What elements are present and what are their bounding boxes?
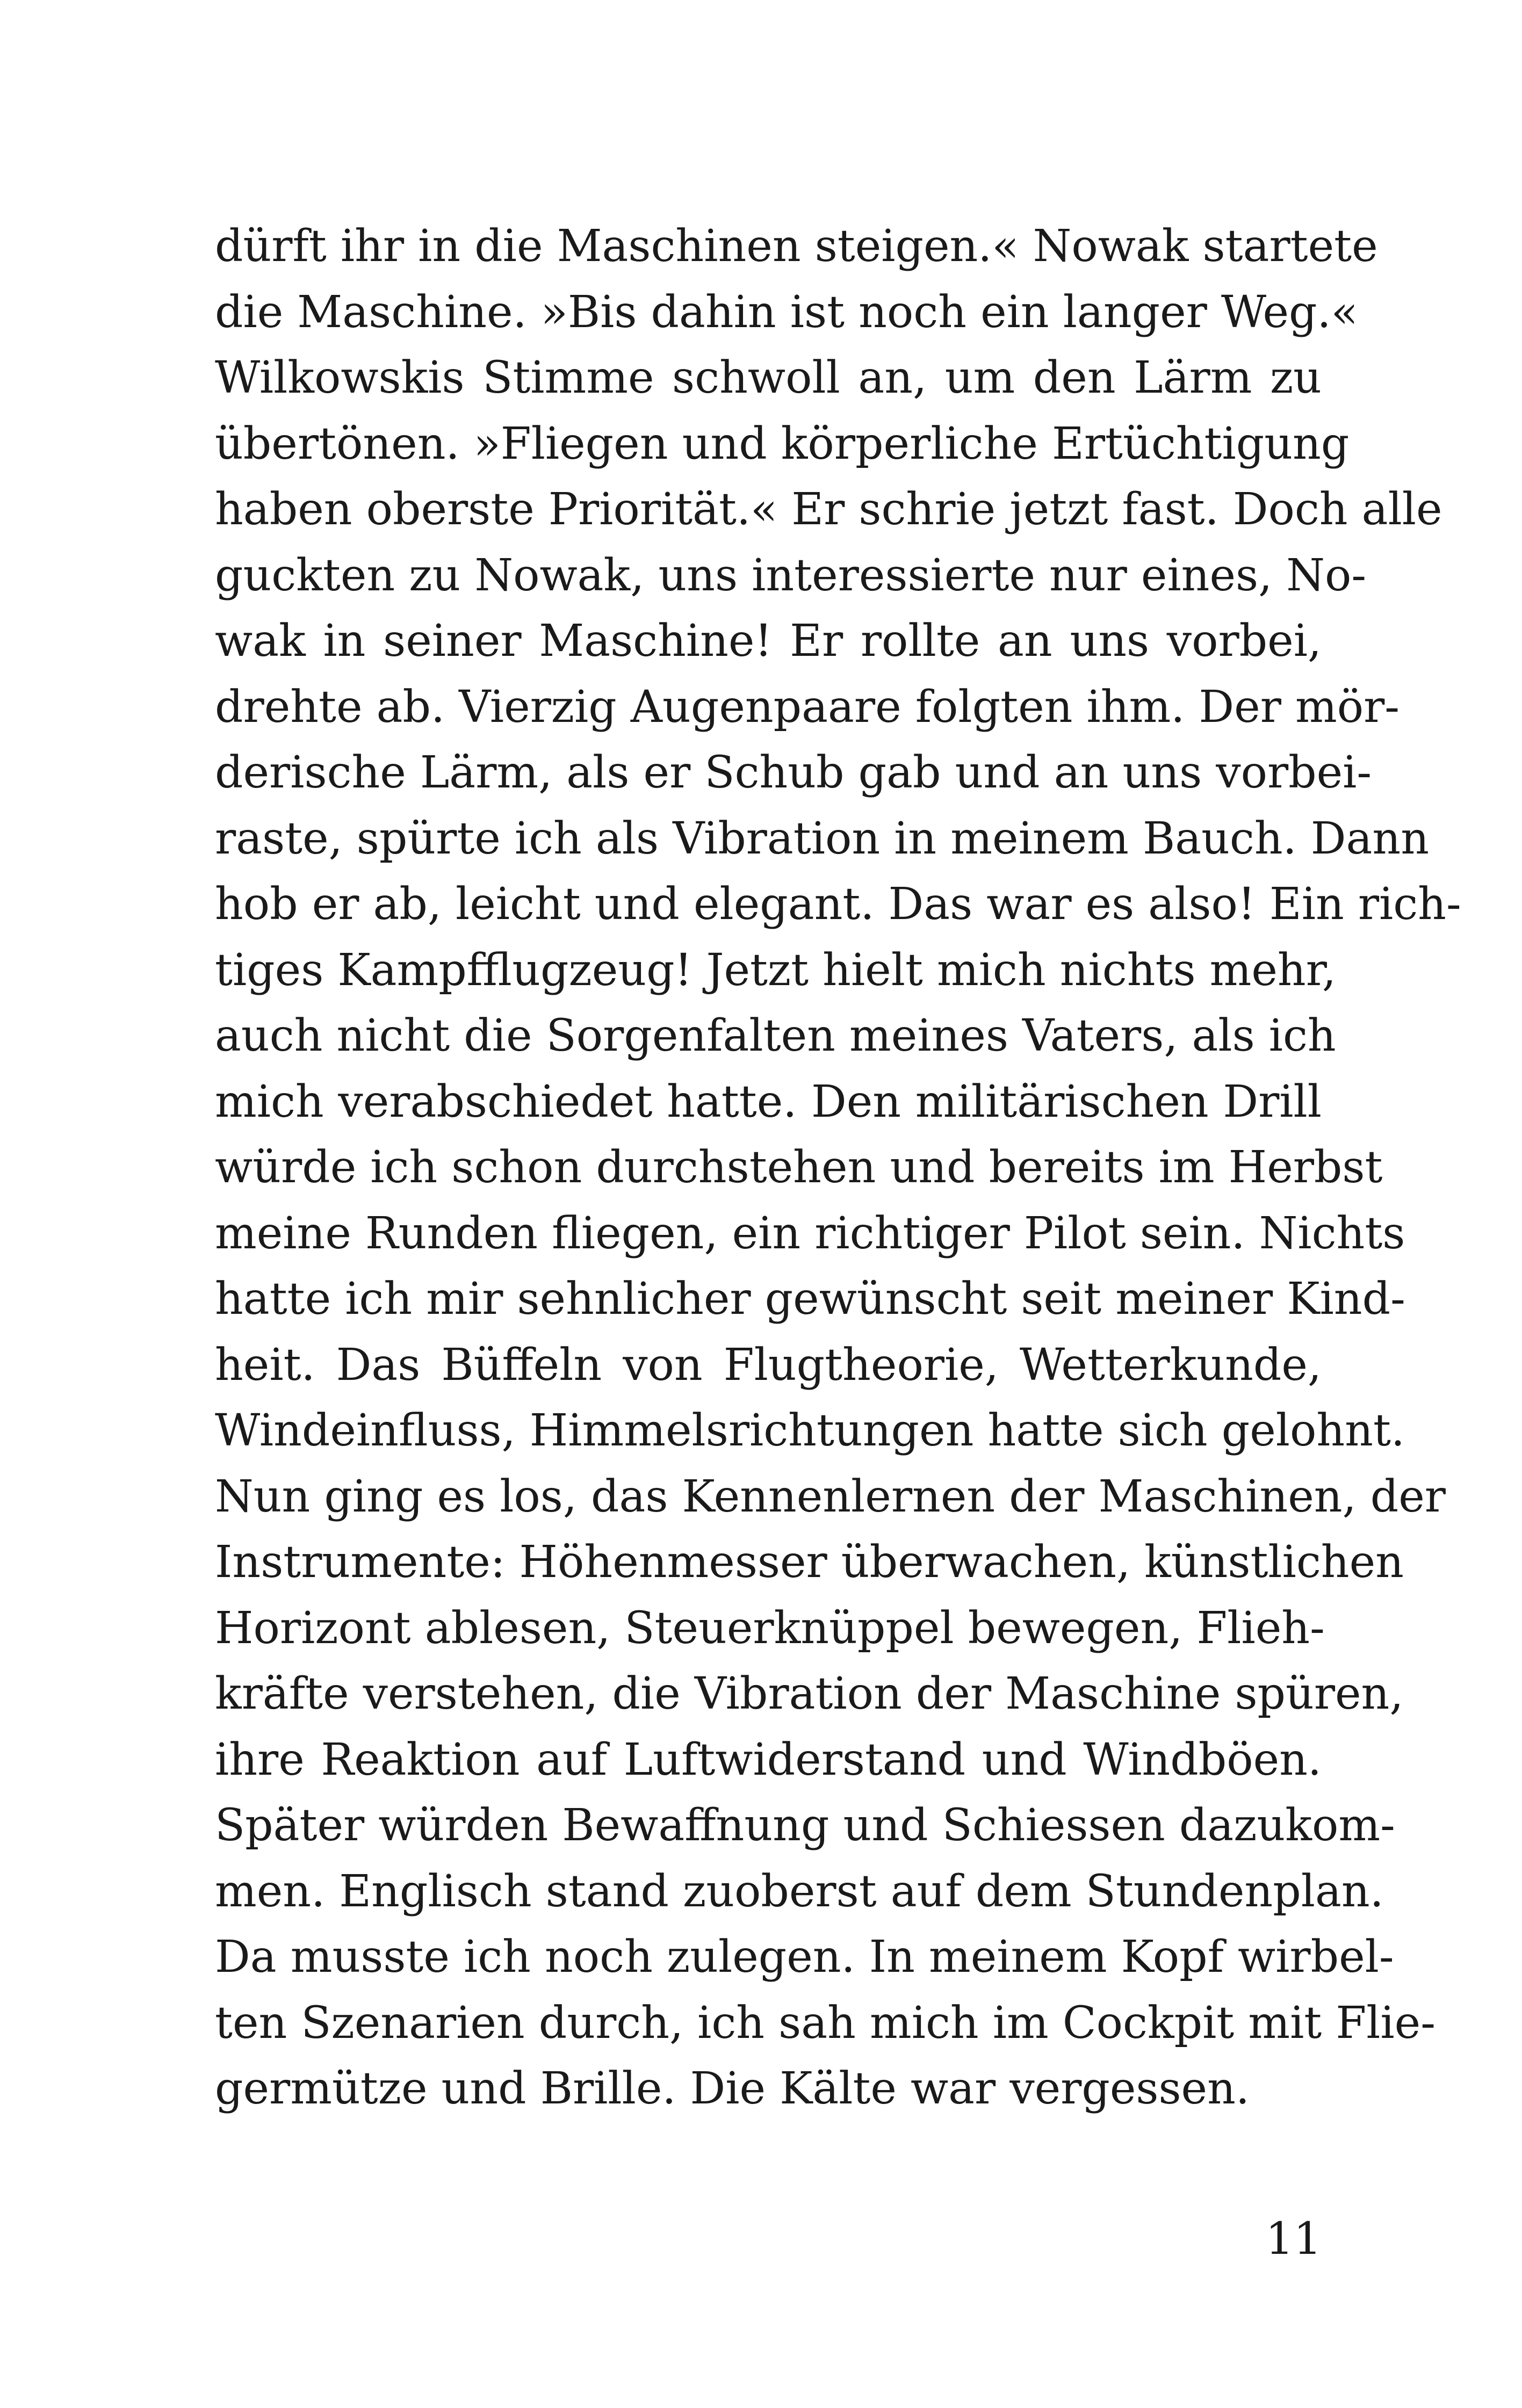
text-line: derische Lärm, als er Schub gab und an uns vorbei- — [215, 747, 1372, 798]
text-line: raste, spürte ich als Vibration in meinem Bauch. Dann — [215, 813, 1430, 864]
text-line: Später würden Bewaffnung und Schiessen dazukom- — [215, 1800, 1395, 1851]
text-line: würde ich schon durchstehen und bereits im Herbst — [215, 1142, 1383, 1193]
text-line: übertönen. »Fliegen und körperliche Ertüchtigung — [215, 418, 1350, 469]
text-line: ihre Reaktion auf Luftwiderstand und Windböen. — [215, 1734, 1322, 1785]
text-line: drehte ab. Vierzig Augenpaare folgten ihm. Der mör- — [215, 681, 1400, 733]
text-line: Nun ging es los, das Kennenlernen der Maschinen, der — [215, 1471, 1446, 1522]
text-line: Horizont ablesen, Steuerknüppel bewegen, Flieh- — [215, 1602, 1325, 1654]
text-line: mich verabschiedet hatte. Den militärischen Drill — [215, 1076, 1322, 1127]
text-line: hatte ich mir sehnlicher gewünscht seit meiner Kind- — [215, 1274, 1405, 1325]
text-line: ten Szenarien durch, ich sah mich im Cockpit mit Flie- — [215, 1997, 1436, 2049]
text-line: haben oberste Priorität.« Er schrie jetzt fast. Doch alle — [215, 484, 1442, 535]
body-text — [215, 214, 1461, 2122]
text-line: dürft ihr in die Maschinen steigen.« Nowak startete — [215, 221, 1378, 272]
text-line: tiges Kampfflugzeug! Jetzt hielt mich nichts mehr, — [215, 944, 1336, 996]
text-line: guckten zu Nowak, uns interessierte nur eines, No- — [215, 549, 1367, 601]
text-line: wak in seiner Maschine! Er rollte an uns vorbei, — [215, 616, 1322, 667]
text-line: germütze und Brille. Die Kälte war vergessen. — [215, 2063, 1250, 2114]
text-line: kräfte verstehen, die Vibration der Maschine spüren, — [215, 1668, 1404, 1719]
text-line: die Maschine. »Bis dahin ist noch ein langer Weg.« — [215, 286, 1358, 338]
text-line: auch nicht die Sorgenfalten meines Vaters, als ich — [215, 1010, 1336, 1061]
text-line: Da musste ich noch zulegen. In meinem Kopf wirbel- — [215, 1932, 1394, 1983]
text-line: Instrumente: Höhenmesser überwachen, künstlichen — [215, 1537, 1404, 1588]
text-line: heit. Das Büffeln von Flugtheorie, Wetterkunde, — [215, 1339, 1322, 1391]
text-line: men. Englisch stand zuoberst auf dem Stundenplan. — [215, 1865, 1384, 1917]
page-number: 11 — [1265, 2214, 1322, 2265]
text-line: Wilkowskis Stimme schwoll an, um den Lärm zu — [215, 352, 1322, 403]
text-line: meine Runden fliegen, ein richtiger Pilot sein. Nichts — [215, 1207, 1405, 1259]
text-line: hob er ab, leicht und elegant. Das war es also! Ein rich- — [215, 879, 1461, 930]
text-line: Windeinfluss, Himmelsrichtungen hatte sich gelohnt. — [215, 1405, 1405, 1456]
